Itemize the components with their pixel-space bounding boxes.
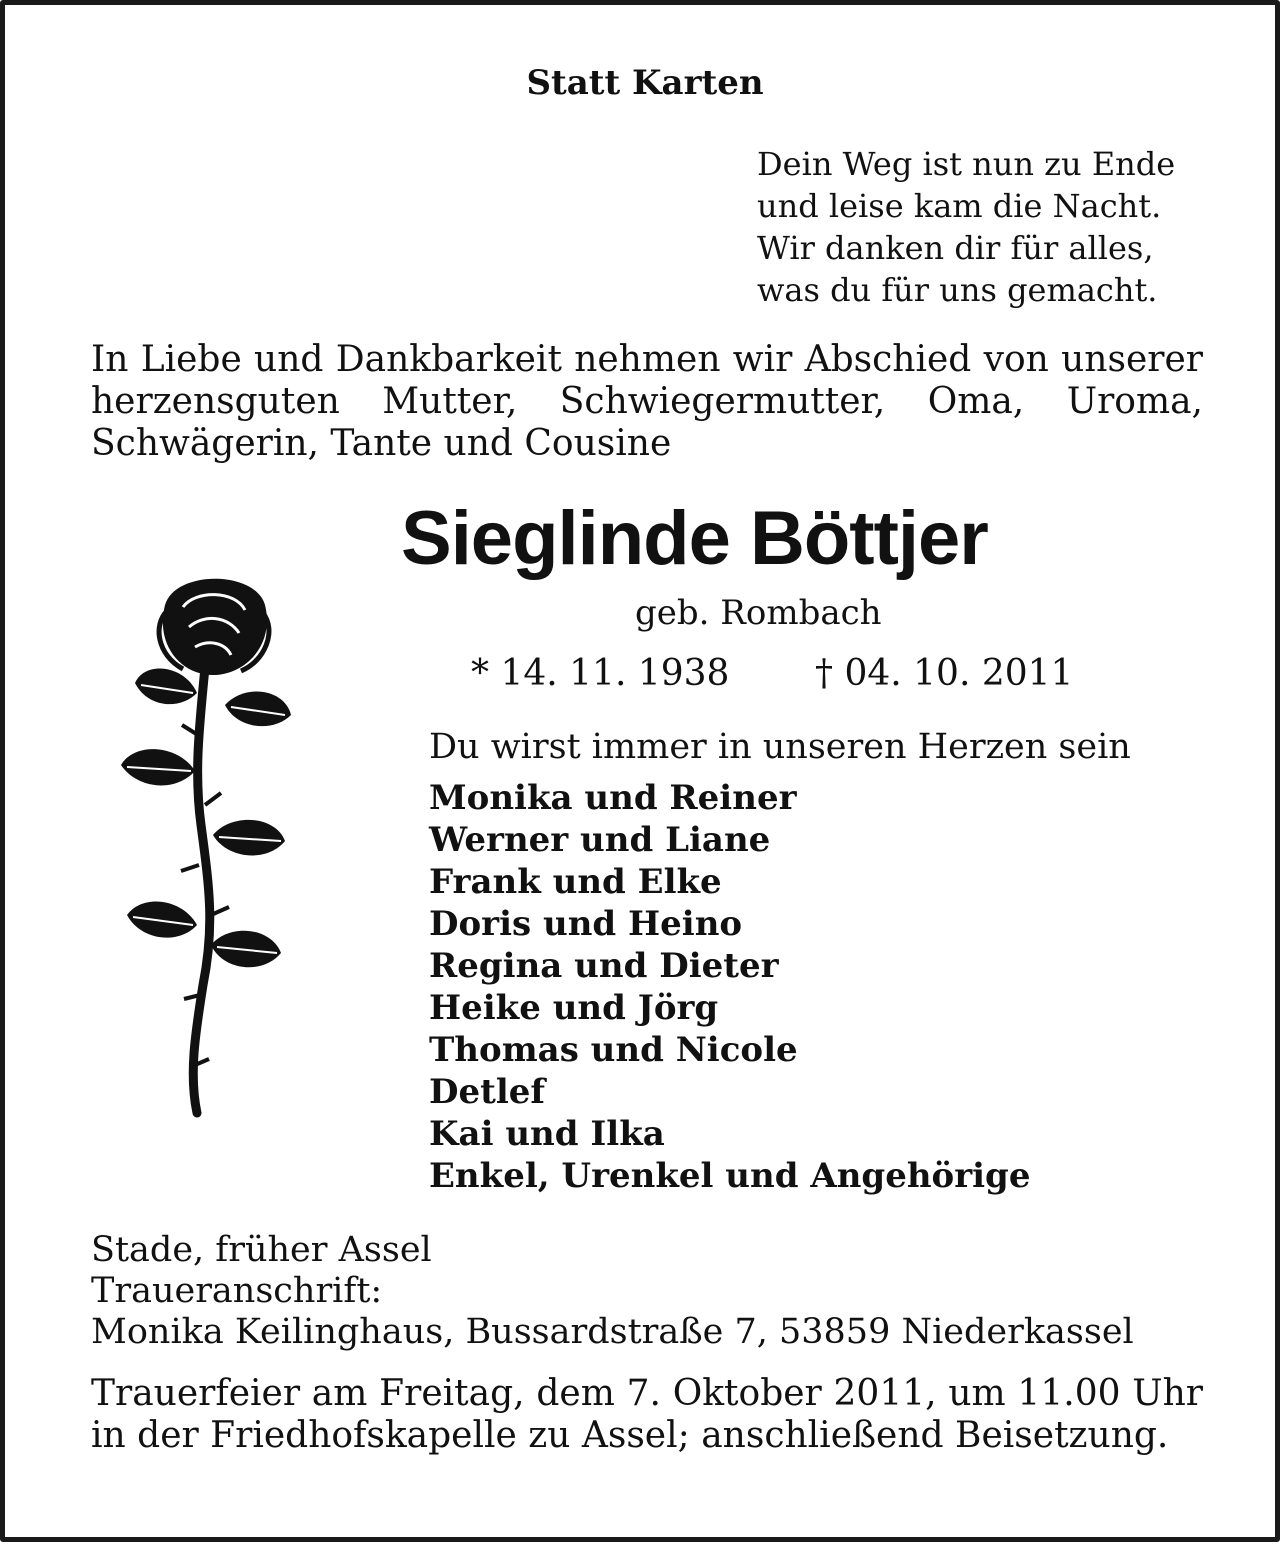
- place-line: Stade, früher Assel: [91, 1230, 432, 1270]
- address-label: Traueranschrift:: [91, 1271, 383, 1311]
- survivors-list: [429, 777, 1030, 1197]
- birth-date: * 14. 11. 1938: [471, 653, 730, 694]
- header-title: Statt Karten: [526, 63, 764, 103]
- deceased-name: Sieglinde Böttjer: [401, 496, 988, 581]
- survivor-entry: Monika und Reiner: [429, 778, 797, 818]
- survivor-entry: Regina und Dieter: [429, 946, 779, 986]
- poem-line: und leise kam die Nacht.: [757, 187, 1162, 225]
- survivor-entry: Detlef: [429, 1072, 545, 1112]
- maiden-name: geb. Rombach: [635, 593, 882, 633]
- address-line: Monika Keilinghaus, Bussardstraße 7, 53859 Niederkassel: [91, 1312, 1134, 1352]
- footer-address: [91, 1230, 1134, 1353]
- memorial-quote: Du wirst immer in unseren Herzen sein: [429, 727, 1131, 767]
- survivor-entry: Kai und Ilka: [429, 1114, 665, 1154]
- ceremony-text: Trauerfeier am Freitag, dem 7. Oktober 2011, um 11.00 Uhr in der Friedhofskapelle zu Assel; anschließend Beisetzung.: [91, 1373, 1203, 1456]
- survivor-entry: Werner und Liane: [429, 820, 771, 860]
- poem-line: Dein Weg ist nun zu Ende: [757, 145, 1176, 183]
- survivor-entry: Doris und Heino: [429, 904, 743, 944]
- poem-line: Wir danken dir für alles,: [757, 229, 1154, 267]
- survivor-entry: Heike und Jörg: [429, 988, 719, 1028]
- poem-line: was du für uns gemacht.: [757, 271, 1158, 309]
- intro-text: In Liebe und Dankbarkeit nehmen wir Abschied von unserer herzensguten Mutter, Schwiegermutter, Oma, Uroma, Schwägerin, Tante und Cousine: [91, 339, 1203, 464]
- survivor-entry: Frank und Elke: [429, 862, 722, 902]
- survivor-entry: Thomas und Nicole: [429, 1030, 798, 1070]
- poem: [757, 143, 1227, 311]
- death-date: † 04. 10. 2011: [815, 653, 1074, 694]
- rose-icon: [105, 565, 305, 1125]
- survivor-entry: Enkel, Urenkel und Angehörige: [429, 1156, 1031, 1196]
